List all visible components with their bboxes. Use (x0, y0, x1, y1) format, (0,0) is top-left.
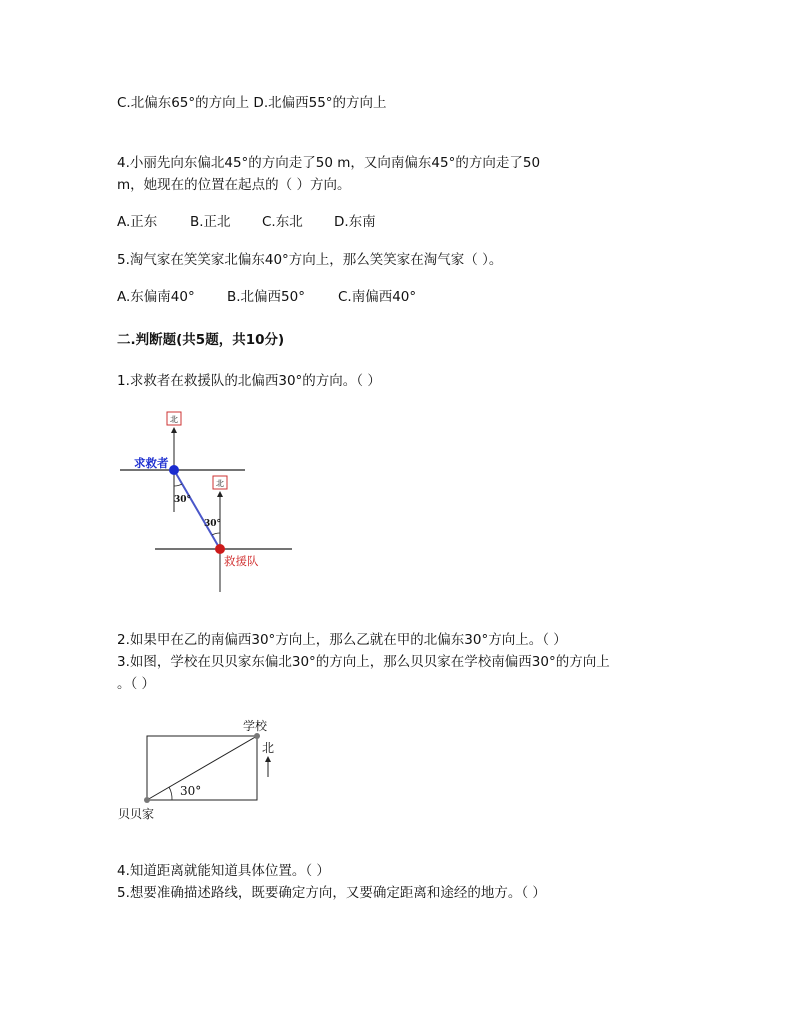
angle-label-top: 30° (174, 495, 192, 505)
judgement-3-line1: 3.如图，学校在贝贝家东偏北30°的方向上，那么贝贝家在学校南偏西30°的方向上 (117, 654, 610, 670)
angle-arc-top (174, 484, 182, 486)
option-a: A.东偏南40° (117, 289, 195, 305)
option-c: C.东北 (262, 214, 303, 230)
school-label: 学校 (243, 719, 268, 733)
north-label-bottom: 北 (216, 479, 224, 488)
north-label-top: 北 (170, 415, 178, 424)
north-label: 北 (262, 741, 275, 755)
school-point (254, 733, 260, 739)
question-5: 5.淘气家在笑笑家北偏东40°方向上，那么笑笑家在淘气家（ ）。 (117, 252, 503, 268)
angle-arc-bottom (212, 533, 220, 535)
question-4-line2: m，她现在的位置在起点的（ ）方向。 (117, 177, 351, 193)
angle-arc (169, 787, 172, 800)
option-d: D.东南 (334, 214, 376, 230)
section-2-title: 二.判断题(共5题，共10分) (117, 332, 285, 348)
diagonal-line (147, 736, 257, 800)
option-a: A.正东 (117, 214, 158, 230)
option-b: B.正北 (190, 214, 231, 230)
home-point (144, 797, 150, 803)
option-c: C.南偏西40° (338, 289, 417, 305)
judgement-4: 4.知道距离就能知道具体位置。（ ） (117, 863, 330, 879)
rescuee-point (169, 465, 179, 475)
judgement-1: 1.求救者在救援队的北偏西30°的方向。（ ） (117, 373, 381, 389)
angle-label: 30° (180, 784, 202, 798)
judgement-5: 5.想要准确描述路线，既要确定方向，又要确定距离和途经的地方。（ ） (117, 885, 546, 901)
judgement-3-line2: 。（ ） (117, 676, 156, 692)
q3-options-tail: C.北偏东65°的方向上 D.北偏西55°的方向上 (117, 95, 387, 111)
rescue-team-point (215, 544, 225, 554)
rescuee-label: 求救者 (134, 456, 169, 470)
judgement-2: 2.如果甲在乙的南偏西30°方向上，那么乙就在甲的北偏东30°方向上。（ ） (117, 632, 567, 648)
school-figure (118, 718, 274, 821)
rescue-figure (120, 412, 292, 592)
home-label: 贝贝家 (118, 807, 155, 821)
angle-label-bottom: 30° (204, 519, 222, 529)
rescue-team-label: 救援队 (224, 554, 259, 568)
option-b: B.北偏西50° (227, 289, 305, 305)
question-4-line1: 4.小丽先向东偏北45°的方向走了50 m，又向南偏东45°的方向走了50 (117, 155, 541, 171)
